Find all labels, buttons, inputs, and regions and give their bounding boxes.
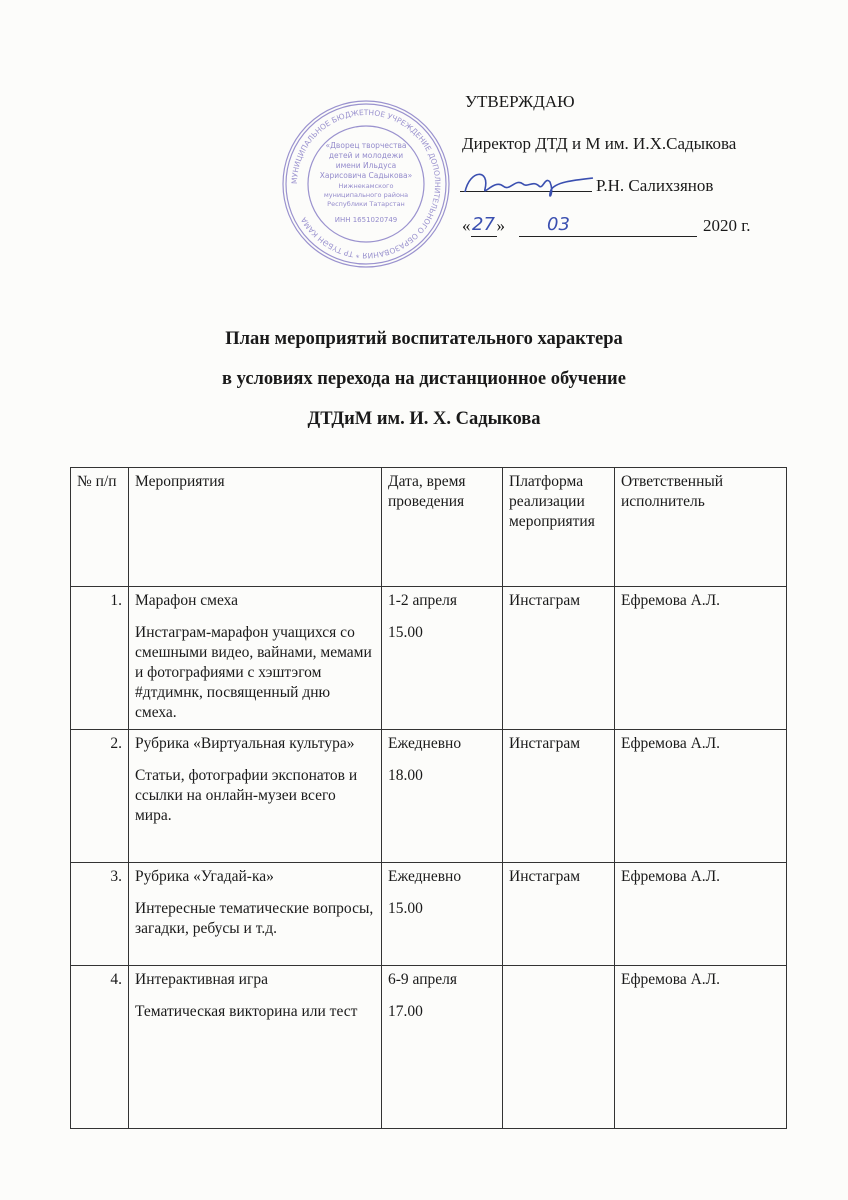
- event-time: 15.00: [388, 900, 423, 917]
- header-responsible: Ответственный исполнитель: [615, 468, 787, 587]
- row-date: [382, 587, 503, 730]
- table-row: [71, 863, 787, 966]
- event-title: Марафон смеха: [135, 592, 239, 609]
- event-desc: Инстаграм-марафон учащихся со смешными видео, вайнами, мемами и фотографиями с хэштэгом #дтдимнк, посвященный дню смеха.: [135, 624, 372, 721]
- approval-signer: Р.Н. Салихзянов: [596, 176, 714, 195]
- row-event: [129, 966, 382, 1129]
- event-date: 6-9 апреля: [388, 971, 458, 988]
- row-num: 3.: [71, 863, 129, 966]
- event-time: 17.00: [388, 1003, 423, 1020]
- event-title: Рубрика «Виртуальная культура»: [135, 735, 355, 752]
- table-row: [71, 587, 787, 730]
- date-quote-open: «: [462, 216, 471, 235]
- row-responsible: Ефремова А.Л.: [615, 587, 787, 730]
- row-date: [382, 863, 503, 966]
- row-platform: Инстаграм: [503, 587, 615, 730]
- event-desc: Интересные тематические вопросы, загадки, ребусы и т.д.: [135, 900, 374, 937]
- svg-text:Хариcовича Садыкова»: Хариcовича Садыкова»: [319, 171, 413, 180]
- table-row: [71, 966, 787, 1129]
- svg-text:«Дворец творчества: «Дворец творчества: [325, 141, 407, 150]
- row-platform: Инстаграм: [503, 730, 615, 863]
- svg-text:муниципального района: муниципального района: [323, 191, 409, 199]
- svg-text:Республики Татарстан: Республики Татарстан: [327, 200, 405, 208]
- row-responsible: Ефремова А.Л.: [615, 966, 787, 1129]
- row-platform: [503, 966, 615, 1129]
- event-desc: Статьи, фотографии экспонатов и ссылки на онлайн-музеи всего мира.: [135, 767, 358, 824]
- event-desc: Тематическая викторина или тест: [135, 1003, 358, 1020]
- date-day-handwritten: 27: [472, 214, 495, 235]
- event-date: 1-2 апреля: [388, 592, 458, 609]
- document-title-line3: ДТДиМ им. И. Х. Садыкова: [307, 409, 541, 429]
- handwritten-signature: [455, 164, 595, 204]
- row-responsible: Ефремова А.Л.: [615, 730, 787, 863]
- document-title-line1: План мероприятий воспитательного характера: [225, 329, 623, 349]
- row-date: [382, 966, 503, 1129]
- approval-heading: УТВЕРЖДАЮ: [465, 92, 575, 111]
- svg-text:имени Ильдуса: имени Ильдуса: [335, 161, 397, 170]
- row-platform: Инстаграм: [503, 863, 615, 966]
- event-date: Ежедневно: [388, 868, 462, 885]
- row-num: 2.: [71, 730, 129, 863]
- event-time: 15.00: [388, 624, 423, 641]
- official-stamp: [280, 98, 452, 270]
- svg-text:ИНН 1651020749: ИНН 1651020749: [334, 216, 398, 224]
- row-event: [129, 730, 382, 863]
- header-event: Мероприятия: [129, 468, 382, 587]
- date-quote-close: »: [496, 216, 505, 235]
- date-month-handwritten: 03: [519, 214, 697, 237]
- row-event: [129, 587, 382, 730]
- approval-position: Директор ДТД и М им. И.Х.Садыкова: [462, 134, 737, 153]
- document-title-line2: в условиях перехода на дистанционное обучение: [222, 369, 626, 389]
- table-header-row: [71, 468, 787, 587]
- svg-text:детей и молодежи: детей и молодежи: [328, 151, 404, 160]
- event-time: 18.00: [388, 767, 423, 784]
- approval-date: [462, 214, 751, 237]
- date-year: 2020 г.: [703, 216, 751, 235]
- header-num: № п/п: [71, 468, 129, 587]
- row-event: [129, 863, 382, 966]
- header-date: Дата, время проведения: [382, 468, 503, 587]
- event-title: Рубрика «Угадай-ка»: [135, 868, 274, 885]
- events-table: [70, 467, 787, 1129]
- event-date: Ежедневно: [388, 735, 462, 752]
- table-row: [71, 730, 787, 863]
- row-date: [382, 730, 503, 863]
- row-responsible: Ефремова А.Л.: [615, 863, 787, 966]
- event-title: Интерактивная игра: [135, 971, 268, 988]
- svg-text:МУНИЦИПАЛЬНОЕ БЮДЖЕТНОЕ УЧРЕЖД: МУНИЦИПАЛЬНОЕ БЮДЖЕТНОЕ УЧРЕЖДЕНИЕ ДОПОЛНИТЕЛЬНОГО ОБРАЗОВАНИЯ * ТР ТҮБӘН КАМА: [289, 107, 443, 261]
- row-num: 4.: [71, 966, 129, 1129]
- svg-text:Нижнекамского: Нижнекамского: [338, 182, 394, 190]
- header-platform: Платформа реализации мероприятия: [503, 468, 615, 587]
- row-num: 1.: [71, 587, 129, 730]
